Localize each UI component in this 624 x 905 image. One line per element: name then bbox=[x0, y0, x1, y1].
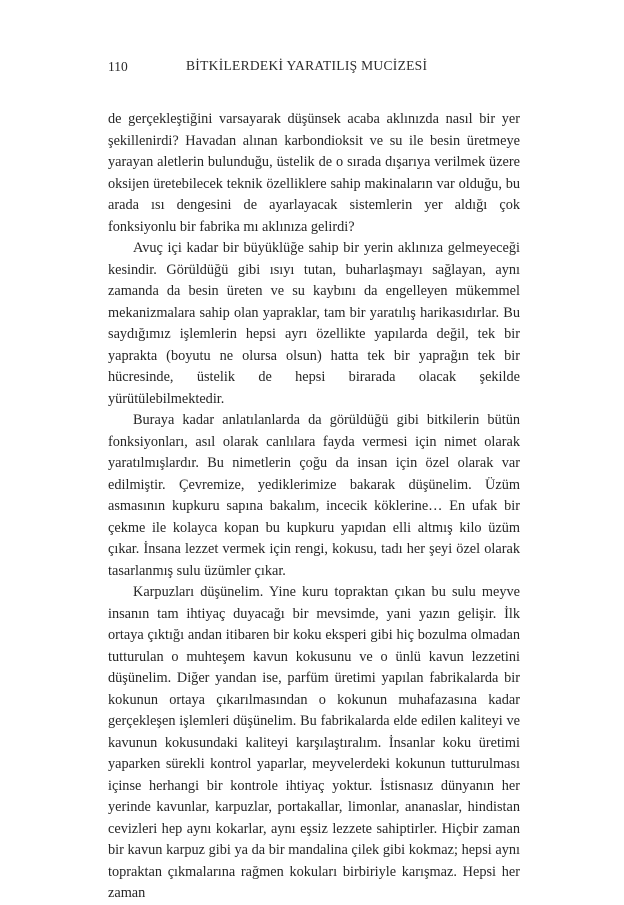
body-text bbox=[108, 109, 520, 905]
page-number: 110 bbox=[108, 59, 128, 74]
paragraph-4: Karpuzları düşünelim. Yine kuru topraktan çıkan bu sulu meyve insanın tam ihtiyaç duyacağı bir mevsimde, yani yazın gelişir. İlk ortaya çıktığı andan itibaren bir koku eksperi gibi hiç bozulma olmadan tutturulan o muhteşem kavun kokusunu ve o ünlü kavun lezzetini düşünelim. Diğer yandan ise, parfüm üretimi yapılan fabrikalarda bir kokunun ortaya çıkarılmasından o kokunun muhafazasına kadar gerçekleşen işlemleri düşünelim. Bu fabrikalarda elde edilen kaliteyi ve kavunun kokusundaki kaliteyi karşılaştıralım. İnsanlar koku üretimi yaparken sürekli kontrol yaparlar, meyvelerdeki kokunun tutturulması içinse herhangi bir kontrole ihtiyaç yoktur. İstisnasız dünyanın her yerinde kavunlar, karpuzlar, portakallar, limonlar, ananaslar, hindistan cevizleri hep aynı kokarlar, aynı eşsiz lezzete sahiptirler. Hiçbir zaman bir kavun karpuz gibi ya da bir mandalina çilek gibi kokmaz; hepsi aynı topraktan çıkmalarına rağmen kokuları birbiriyle karışmaz. Hepsi her zaman bbox=[108, 584, 520, 901]
running-title: BİTKİLERDEKİ YARATILIŞ MUCİZESİ bbox=[186, 58, 428, 73]
paragraph-3: Buraya kadar anlatılanlarda da görüldüğü gibi bitkilerin bütün fonksiyonları, asıl olarak canlılara fayda vermesi için nimet olarak yaratılmışlardır. Bu nimetlerin çoğu da insan için özel olarak var edilmiştir. Çevremize, yediklerimize bakarak düşünelim. Üzüm asmasının kupkuru sapına bakalım, incecik köklerine… En ufak bir çekme ile kolayca kopan bu kupkuru yapıdan elli altmış kilo üzüm çıkar. İnsana lezzet vermek için rengi, kokusu, tadı her şeyi özel olarak tasarlanmış sulu üzümler çıkar. bbox=[108, 412, 520, 579]
paragraph-1: de gerçekleştiğini varsayarak düşünsek acaba aklınızda nasıl bir yer şekillenirdi? Havadan alınan karbondioksit ve su ile besin üretmeye yarayan aletlerin bulunduğu, üstelik de o sırada dışarıya verilmek üzere oksijen üretebilecek teknik özelliklere sahip makinaların var olduğu, bu arada ısı dengesini de ayarlayacak sistemlerin yer aldığı çok fonksiyonlu bir fabrika mı aklınıza gelirdi? bbox=[108, 111, 520, 235]
paragraph-2: Avuç içi kadar bir büyüklüğe sahip bir yerin aklınıza gelmeyeceği kesindir. Görüldüğü gibi ısıyı tutan, buharlaşmayı sağlayan, aynı zamanda da besin üreten ve su kaybını da engelleyen mükemmel mekanizmalara sahip olan yapraklar, tam bir yaratılış harikasıdırlar. Bu saydığımız işlemlerin hepsi ayrı özellikte yapılarda değil, tek bir yaprakta (boyutu ne olursa olsun) hatta tek bir yaprağın tek bir hücresinde, üstelik de hepsi birarada olacak şekilde yürütülebilmektedir. bbox=[108, 240, 520, 407]
